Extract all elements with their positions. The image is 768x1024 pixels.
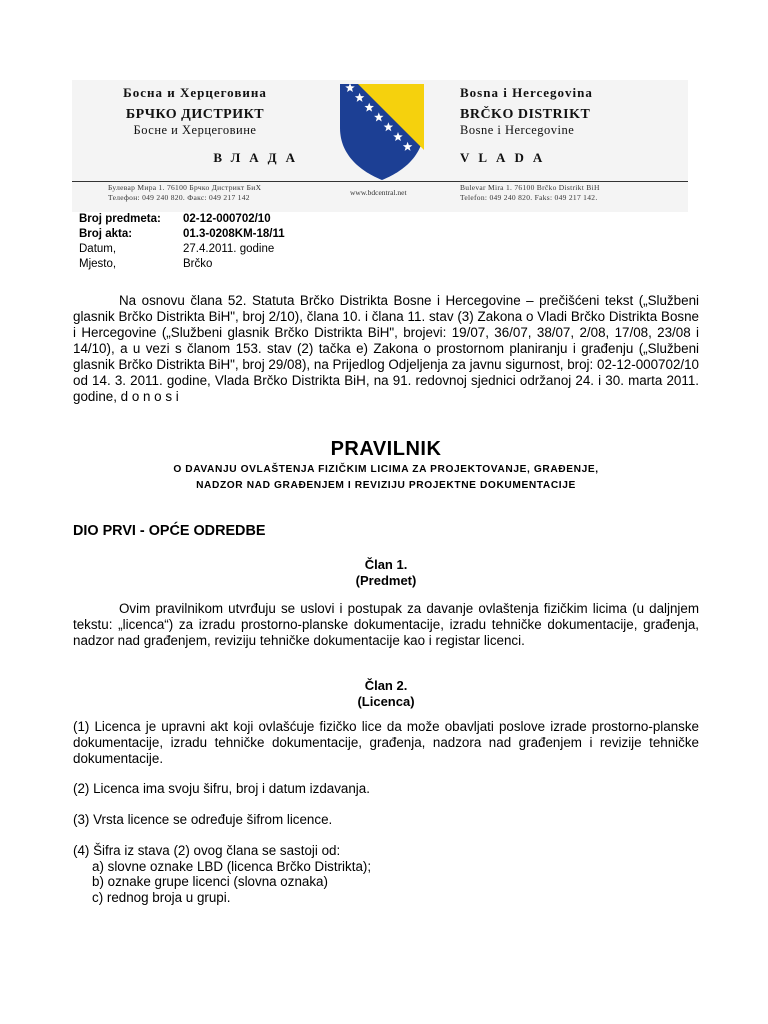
letterhead-address-cyrillic: [108, 183, 261, 203]
letterhead-address-latin: [460, 183, 600, 203]
address-line: Bulevar Mira 1. 76100 Brčko Distrikt BiH: [460, 183, 600, 192]
list-item: b) oznake grupe licenci (slovna oznaka): [92, 874, 328, 889]
article-number: Član 1.: [364, 557, 408, 572]
meta-value: 02-12-000702/10: [183, 213, 271, 225]
section-heading: DIO PRVI - OPĆE ODREDBE: [73, 523, 266, 539]
article-2-paragraph-2: (2) Licenca ima svoju šifru, broj i datum izdavanja.: [73, 781, 370, 796]
article-number: Član 2.: [364, 678, 408, 693]
article-2-paragraph-3: (3) Vrsta licence se određuje šifrom licence.: [73, 812, 333, 827]
letterhead-country-latin: Bosna i Hercegovina: [460, 85, 593, 100]
coat-of-arms-icon: [336, 82, 428, 182]
letterhead-country-cyrillic: Босна и Херцеговина: [123, 85, 267, 100]
meta-row-place: [79, 257, 285, 272]
article-2-paragraph-4: [73, 843, 699, 905]
article-1-heading: [73, 557, 699, 589]
list-intro: (4) Šifra iz stava (2) ovog člana se sastoji od:: [73, 843, 341, 858]
meta-label: Mjesto,: [79, 258, 117, 270]
meta-value: 01.3-0208KM-18/11: [183, 228, 285, 240]
meta-label: Datum,: [79, 243, 117, 255]
meta-label: Broj akta:: [79, 228, 133, 240]
article-2-heading: [73, 678, 699, 710]
letterhead-divider: [72, 181, 688, 182]
article-2-paragraph-1: (1) Licenca je upravni akt koji ovlašćuje fizičko lice da može obavljati poslove izrade prostorno-planske dokumentacije, izradu tehničke dokumentacije, građenja, nadzora nad građenjem i revizije tehničke dokumentacije.: [73, 719, 699, 766]
meta-row-date: [79, 242, 285, 257]
subtitle-line: O DAVANJU OVLAŠTENJA FIZIČKIM LICIMA ZA PROJEKTOVANJE, GRAĐENJE,: [173, 464, 599, 475]
preamble-paragraph: Na osnovu člana 52. Statuta Brčko Distrikta Bosne i Hercegovine – prečišćeni tekst („Službeni glasnik Brčko Distrikta BiH", broj 2/10), člana 10. i člana 11. stav (3) Zakona o Vladi Brčko Distrikta Bosne i Hercegovine („Službeni glasnik Brčko Distrikta BiH", brojevi: 19/07, 36/07, 38/07, 2/08, 17/08, 23/08 i 14/10), a u vezi s članom 153. stav (2) tačka e) Zakona o prostornom planiranju i građenju („Službeni glasnik Brčko Distrikta BiH", broj 29/08), na Prijedlog Odjeljenja za javnu sigurnost, broj: 02-12-000702/10 od 14. 3. 2011. godine, Vlada Brčko Distrikta BiH, na 91. redovnoj sjednici održanoj 24. i 30. marta 2011. godine, d o n o s i: [73, 293, 699, 404]
document-title: PRAVILNIK: [330, 438, 442, 460]
article-name: (Predmet): [355, 573, 417, 588]
letterhead: [72, 80, 688, 212]
meta-label: Broj predmeta:: [79, 213, 161, 225]
letterhead-district-cyrillic: БРЧКО ДИСТРИКТ: [125, 107, 265, 122]
letterhead-website: www.bdcentral.net: [350, 188, 407, 197]
subtitle-line: NADZOR NAD GRAĐENJEM I REVIZIJU PROJEKTNE DOKUMENTACIJE: [196, 480, 576, 491]
article-1-text: Ovim pravilnikom utvrđuju se uslovi i postupak za davanje ovlaštenja fizičkim licima (u daljnjem tekstu: „licenca“) za izradu prostorno-planske dokumentacije, izradu tehničke dokumentacije, građenja, nadzor nad građenjem, reviziju tehničke dokumentacije kao i registar licenci.: [73, 601, 699, 648]
document-meta: [79, 212, 285, 272]
letterhead-government-latin: VLADA: [460, 150, 552, 165]
list-item: a) slovne oznake LBD (licenca Brčko Distrikta);: [92, 858, 372, 874]
letterhead-left-cyrillic: [86, 84, 304, 166]
letterhead-district-sub-latin: Bosne i Hercegovine: [460, 123, 575, 137]
contact-line: Телефон: 049 240 820. Факс: 049 217 142: [108, 193, 250, 202]
meta-value: Brčko: [183, 258, 213, 270]
meta-row-case-number: [79, 212, 285, 227]
letterhead-district-latin: BRČKO DISTRIKT: [460, 107, 591, 122]
meta-value: 27.4.2011. godine: [183, 243, 275, 255]
document-subtitle: [73, 462, 699, 494]
article-name: (Licenca): [357, 694, 415, 709]
meta-row-act-number: [79, 227, 285, 242]
address-line: Булевар Мира 1. 76100 Брчко Дистрикт БиХ: [108, 183, 262, 192]
contact-line: Telefon: 049 240 820. Faks: 049 217 142.: [460, 193, 598, 202]
list-item: c) rednog broja u grupi.: [92, 889, 231, 905]
letterhead-right-latin: [460, 84, 688, 166]
letterhead-district-sub-cyrillic: Босне и Херцеговине: [133, 123, 257, 137]
letterhead-government-cyrillic: ВЛАДА: [213, 150, 304, 165]
